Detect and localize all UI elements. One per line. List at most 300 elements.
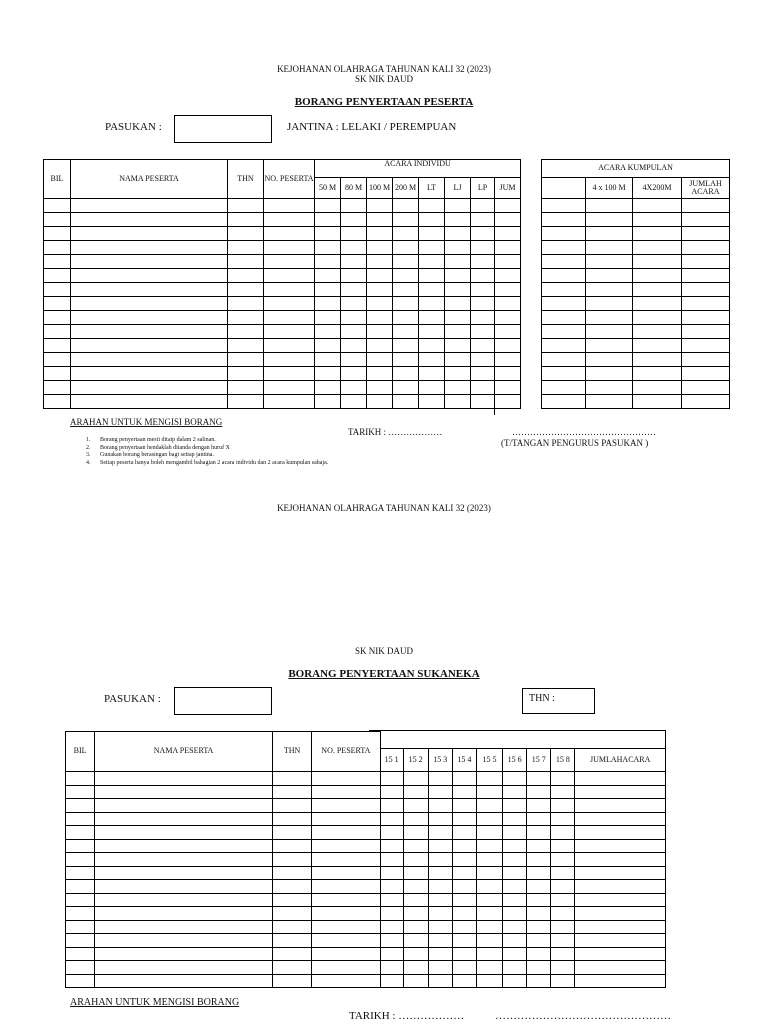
table-cell[interactable]: [428, 893, 452, 907]
table-cell[interactable]: [428, 826, 452, 840]
table-cell[interactable]: [273, 907, 312, 921]
table-cell[interactable]: [71, 213, 228, 227]
table-cell[interactable]: [95, 880, 273, 894]
table-cell[interactable]: [273, 920, 312, 934]
table-cell[interactable]: [503, 772, 527, 786]
pasukan-input-box-2[interactable]: [174, 687, 272, 715]
table-cell[interactable]: [471, 297, 495, 311]
table-cell[interactable]: [44, 241, 71, 255]
table-cell[interactable]: [542, 353, 586, 367]
table-cell[interactable]: [44, 213, 71, 227]
table-cell[interactable]: [633, 367, 682, 381]
table-cell[interactable]: [575, 812, 666, 826]
table-cell[interactable]: [542, 269, 586, 283]
table-cell[interactable]: [527, 920, 551, 934]
table-cell[interactable]: [95, 947, 273, 961]
thn-input-box[interactable]: [522, 688, 595, 714]
table-cell[interactable]: [393, 367, 419, 381]
table-cell[interactable]: [273, 826, 312, 840]
table-cell[interactable]: [527, 839, 551, 853]
table-cell[interactable]: [586, 381, 633, 395]
table-cell[interactable]: [315, 325, 341, 339]
table-cell[interactable]: [95, 799, 273, 813]
table-cell[interactable]: [527, 907, 551, 921]
table-cell[interactable]: [575, 907, 666, 921]
table-cell[interactable]: [312, 772, 380, 786]
table-cell[interactable]: [403, 934, 428, 948]
table-cell[interactable]: [551, 812, 575, 826]
table-cell[interactable]: [315, 353, 341, 367]
table-cell[interactable]: [312, 961, 380, 975]
table-cell[interactable]: [403, 839, 428, 853]
table-cell[interactable]: [452, 853, 476, 867]
table-cell[interactable]: [471, 339, 495, 353]
table-cell[interactable]: [403, 772, 428, 786]
table-cell[interactable]: [445, 353, 471, 367]
table-cell[interactable]: [380, 799, 403, 813]
tarikh-field-2[interactable]: TARIKH : ………………: [349, 1010, 465, 1022]
table-cell[interactable]: [95, 974, 273, 988]
table-cell[interactable]: [495, 227, 521, 241]
table-cell[interactable]: [315, 283, 341, 297]
table-cell[interactable]: [228, 255, 264, 269]
table-cell[interactable]: [315, 255, 341, 269]
table-cell[interactable]: [66, 772, 95, 786]
table-cell[interactable]: [471, 255, 495, 269]
table-cell[interactable]: [586, 269, 633, 283]
table-cell[interactable]: [682, 255, 730, 269]
table-cell[interactable]: [428, 961, 452, 975]
table-cell[interactable]: [315, 367, 341, 381]
table-cell[interactable]: [419, 255, 445, 269]
table-cell[interactable]: [682, 339, 730, 353]
table-cell[interactable]: [495, 339, 521, 353]
table-cell[interactable]: [575, 920, 666, 934]
table-cell[interactable]: [264, 283, 315, 297]
table-cell[interactable]: [71, 367, 228, 381]
table-cell[interactable]: [312, 974, 380, 988]
table-cell[interactable]: [428, 799, 452, 813]
table-cell[interactable]: [228, 213, 264, 227]
table-cell[interactable]: [428, 880, 452, 894]
table-cell[interactable]: [575, 799, 666, 813]
table-cell[interactable]: [66, 839, 95, 853]
table-cell[interactable]: [471, 381, 495, 395]
table-cell[interactable]: [44, 339, 71, 353]
table-cell[interactable]: [312, 947, 380, 961]
table-cell[interactable]: [586, 339, 633, 353]
table-cell[interactable]: [452, 772, 476, 786]
table-cell[interactable]: [476, 799, 502, 813]
table-cell[interactable]: [341, 325, 367, 339]
table-cell[interactable]: [476, 853, 502, 867]
table-cell[interactable]: [586, 353, 633, 367]
table-cell[interactable]: [341, 353, 367, 367]
table-cell[interactable]: [264, 395, 315, 409]
table-cell[interactable]: [312, 893, 380, 907]
table-cell[interactable]: [527, 880, 551, 894]
table-cell[interactable]: [445, 199, 471, 213]
table-cell[interactable]: [44, 297, 71, 311]
table-cell[interactable]: [476, 920, 502, 934]
table-cell[interactable]: [71, 283, 228, 297]
table-cell[interactable]: [503, 934, 527, 948]
signature-line-2[interactable]: …………………………………………: [495, 1010, 671, 1022]
table-cell[interactable]: [380, 839, 403, 853]
table-cell[interactable]: [419, 395, 445, 409]
table-cell[interactable]: [315, 339, 341, 353]
table-cell[interactable]: [633, 283, 682, 297]
table-cell[interactable]: [403, 866, 428, 880]
table-cell[interactable]: [503, 893, 527, 907]
table-cell[interactable]: [633, 311, 682, 325]
table-cell[interactable]: [527, 812, 551, 826]
table-cell[interactable]: [445, 339, 471, 353]
table-cell[interactable]: [452, 974, 476, 988]
table-cell[interactable]: [527, 934, 551, 948]
table-cell[interactable]: [273, 799, 312, 813]
table-cell[interactable]: [428, 853, 452, 867]
table-cell[interactable]: [419, 269, 445, 283]
table-cell[interactable]: [633, 255, 682, 269]
table-cell[interactable]: [273, 812, 312, 826]
table-cell[interactable]: [452, 785, 476, 799]
table-cell[interactable]: [367, 199, 393, 213]
table-cell[interactable]: [273, 961, 312, 975]
table-cell[interactable]: [95, 907, 273, 921]
table-cell[interactable]: [312, 785, 380, 799]
table-cell[interactable]: [315, 297, 341, 311]
table-cell[interactable]: [95, 961, 273, 975]
table-cell[interactable]: [393, 269, 419, 283]
table-cell[interactable]: [367, 325, 393, 339]
table-cell[interactable]: [495, 381, 521, 395]
table-cell[interactable]: [341, 297, 367, 311]
table-cell[interactable]: [66, 866, 95, 880]
table-cell[interactable]: [380, 772, 403, 786]
table-cell[interactable]: [445, 367, 471, 381]
table-cell[interactable]: [633, 297, 682, 311]
table-cell[interactable]: [264, 367, 315, 381]
table-cell[interactable]: [476, 947, 502, 961]
table-cell[interactable]: [264, 269, 315, 283]
table-cell[interactable]: [551, 853, 575, 867]
table-cell[interactable]: [341, 381, 367, 395]
table-cell[interactable]: [419, 199, 445, 213]
table-cell[interactable]: [471, 213, 495, 227]
table-cell[interactable]: [452, 907, 476, 921]
table-cell[interactable]: [367, 241, 393, 255]
table-cell[interactable]: [633, 325, 682, 339]
table-cell[interactable]: [66, 799, 95, 813]
table-cell[interactable]: [527, 853, 551, 867]
table-cell[interactable]: [403, 893, 428, 907]
table-cell[interactable]: [264, 241, 315, 255]
table-cell[interactable]: [264, 325, 315, 339]
table-cell[interactable]: [44, 255, 71, 269]
table-cell[interactable]: [428, 934, 452, 948]
table-cell[interactable]: [393, 213, 419, 227]
table-cell[interactable]: [44, 311, 71, 325]
table-cell[interactable]: [542, 283, 586, 297]
table-cell[interactable]: [264, 199, 315, 213]
table-cell[interactable]: [419, 213, 445, 227]
table-cell[interactable]: [367, 297, 393, 311]
table-cell[interactable]: [71, 353, 228, 367]
table-cell[interactable]: [551, 826, 575, 840]
table-cell[interactable]: [273, 947, 312, 961]
table-cell[interactable]: [273, 893, 312, 907]
table-cell[interactable]: [471, 269, 495, 283]
table-cell[interactable]: [71, 241, 228, 255]
table-cell[interactable]: [471, 311, 495, 325]
table-cell[interactable]: [503, 880, 527, 894]
table-cell[interactable]: [341, 395, 367, 409]
table-cell[interactable]: [495, 353, 521, 367]
table-cell[interactable]: [71, 255, 228, 269]
table-cell[interactable]: [393, 227, 419, 241]
table-cell[interactable]: [315, 269, 341, 283]
table-cell[interactable]: [586, 283, 633, 297]
table-cell[interactable]: [633, 213, 682, 227]
table-cell[interactable]: [367, 353, 393, 367]
table-cell[interactable]: [586, 325, 633, 339]
table-cell[interactable]: [542, 325, 586, 339]
table-cell[interactable]: [542, 213, 586, 227]
table-cell[interactable]: [393, 339, 419, 353]
table-cell[interactable]: [341, 283, 367, 297]
table-cell[interactable]: [542, 395, 586, 409]
table-cell[interactable]: [428, 785, 452, 799]
table-cell[interactable]: [542, 255, 586, 269]
table-cell[interactable]: [527, 961, 551, 975]
table-cell[interactable]: [471, 353, 495, 367]
table-cell[interactable]: [367, 269, 393, 283]
table-cell[interactable]: [228, 283, 264, 297]
table-cell[interactable]: [95, 934, 273, 948]
table-cell[interactable]: [682, 213, 730, 227]
table-cell[interactable]: [575, 974, 666, 988]
table-cell[interactable]: [471, 395, 495, 409]
table-cell[interactable]: [419, 241, 445, 255]
table-cell[interactable]: [312, 866, 380, 880]
table-cell[interactable]: [445, 381, 471, 395]
table-cell[interactable]: [476, 772, 502, 786]
table-cell[interactable]: [503, 974, 527, 988]
table-cell[interactable]: [633, 353, 682, 367]
table-cell[interactable]: [71, 395, 228, 409]
table-cell[interactable]: [527, 799, 551, 813]
table-cell[interactable]: [367, 311, 393, 325]
table-cell[interactable]: [71, 311, 228, 325]
table-cell[interactable]: [682, 241, 730, 255]
table-cell[interactable]: [66, 853, 95, 867]
table-cell[interactable]: [367, 367, 393, 381]
table-cell[interactable]: [428, 839, 452, 853]
table-cell[interactable]: [393, 381, 419, 395]
table-cell[interactable]: [66, 934, 95, 948]
table-cell[interactable]: [315, 199, 341, 213]
table-cell[interactable]: [95, 893, 273, 907]
table-cell[interactable]: [575, 961, 666, 975]
table-cell[interactable]: [228, 297, 264, 311]
table-cell[interactable]: [315, 213, 341, 227]
table-cell[interactable]: [551, 934, 575, 948]
table-cell[interactable]: [503, 839, 527, 853]
table-cell[interactable]: [312, 880, 380, 894]
table-cell[interactable]: [503, 826, 527, 840]
table-cell[interactable]: [428, 866, 452, 880]
table-cell[interactable]: [312, 799, 380, 813]
table-cell[interactable]: [367, 283, 393, 297]
table-cell[interactable]: [380, 853, 403, 867]
table-cell[interactable]: [682, 381, 730, 395]
table-cell[interactable]: [682, 227, 730, 241]
table-cell[interactable]: [503, 947, 527, 961]
table-cell[interactable]: [228, 367, 264, 381]
table-cell[interactable]: [586, 311, 633, 325]
table-cell[interactable]: [403, 785, 428, 799]
table-cell[interactable]: [264, 213, 315, 227]
table-cell[interactable]: [380, 947, 403, 961]
table-cell[interactable]: [273, 866, 312, 880]
table-cell[interactable]: [495, 367, 521, 381]
table-cell[interactable]: [452, 947, 476, 961]
table-cell[interactable]: [445, 325, 471, 339]
table-cell[interactable]: [476, 839, 502, 853]
table-cell[interactable]: [452, 934, 476, 948]
table-cell[interactable]: [315, 241, 341, 255]
table-cell[interactable]: [452, 826, 476, 840]
table-cell[interactable]: [380, 920, 403, 934]
table-cell[interactable]: [341, 269, 367, 283]
table-cell[interactable]: [44, 199, 71, 213]
table-cell[interactable]: [95, 826, 273, 840]
table-cell[interactable]: [44, 283, 71, 297]
table-cell[interactable]: [380, 893, 403, 907]
table-cell[interactable]: [542, 241, 586, 255]
table-cell[interactable]: [403, 961, 428, 975]
table-cell[interactable]: [551, 839, 575, 853]
table-cell[interactable]: [312, 907, 380, 921]
table-cell[interactable]: [476, 826, 502, 840]
table-cell[interactable]: [312, 934, 380, 948]
table-cell[interactable]: [476, 880, 502, 894]
table-cell[interactable]: [341, 367, 367, 381]
table-cell[interactable]: [264, 381, 315, 395]
table-cell[interactable]: [503, 961, 527, 975]
table-cell[interactable]: [495, 213, 521, 227]
table-cell[interactable]: [445, 283, 471, 297]
table-cell[interactable]: [380, 812, 403, 826]
table-cell[interactable]: [575, 785, 666, 799]
table-cell[interactable]: [44, 395, 71, 409]
table-cell[interactable]: [341, 255, 367, 269]
table-cell[interactable]: [633, 339, 682, 353]
table-cell[interactable]: [403, 826, 428, 840]
table-cell[interactable]: [633, 381, 682, 395]
table-cell[interactable]: [476, 961, 502, 975]
table-cell[interactable]: [44, 269, 71, 283]
table-cell[interactable]: [471, 227, 495, 241]
table-cell[interactable]: [428, 772, 452, 786]
table-cell[interactable]: [419, 367, 445, 381]
table-cell[interactable]: [273, 974, 312, 988]
table-cell[interactable]: [367, 381, 393, 395]
table-cell[interactable]: [527, 826, 551, 840]
table-cell[interactable]: [367, 395, 393, 409]
table-cell[interactable]: [419, 297, 445, 311]
table-cell[interactable]: [682, 283, 730, 297]
table-cell[interactable]: [503, 812, 527, 826]
table-cell[interactable]: [445, 241, 471, 255]
table-cell[interactable]: [476, 866, 502, 880]
table-cell[interactable]: [452, 839, 476, 853]
table-cell[interactable]: [273, 880, 312, 894]
table-cell[interactable]: [312, 853, 380, 867]
table-cell[interactable]: [403, 974, 428, 988]
table-cell[interactable]: [367, 339, 393, 353]
table-cell[interactable]: [228, 395, 264, 409]
table-cell[interactable]: [273, 785, 312, 799]
table-cell[interactable]: [575, 934, 666, 948]
table-cell[interactable]: [44, 353, 71, 367]
pasukan-input-box[interactable]: [174, 115, 272, 143]
table-cell[interactable]: [682, 367, 730, 381]
table-cell[interactable]: [575, 947, 666, 961]
table-cell[interactable]: [503, 920, 527, 934]
table-cell[interactable]: [66, 907, 95, 921]
table-cell[interactable]: [633, 395, 682, 409]
table-cell[interactable]: [419, 325, 445, 339]
table-cell[interactable]: [380, 907, 403, 921]
table-cell[interactable]: [312, 920, 380, 934]
table-cell[interactable]: [264, 353, 315, 367]
table-cell[interactable]: [264, 227, 315, 241]
table-cell[interactable]: [575, 880, 666, 894]
table-cell[interactable]: [273, 772, 312, 786]
table-cell[interactable]: [551, 880, 575, 894]
table-cell[interactable]: [367, 255, 393, 269]
table-cell[interactable]: [44, 325, 71, 339]
table-cell[interactable]: [264, 255, 315, 269]
table-cell[interactable]: [403, 880, 428, 894]
table-cell[interactable]: [66, 961, 95, 975]
table-cell[interactable]: [312, 826, 380, 840]
table-cell[interactable]: [476, 907, 502, 921]
table-cell[interactable]: [476, 893, 502, 907]
table-cell[interactable]: [551, 785, 575, 799]
table-cell[interactable]: [452, 799, 476, 813]
table-cell[interactable]: [66, 893, 95, 907]
table-cell[interactable]: [228, 269, 264, 283]
table-cell[interactable]: [419, 227, 445, 241]
table-cell[interactable]: [633, 227, 682, 241]
table-cell[interactable]: [341, 339, 367, 353]
table-cell[interactable]: [393, 353, 419, 367]
table-cell[interactable]: [71, 227, 228, 241]
table-cell[interactable]: [527, 866, 551, 880]
table-cell[interactable]: [66, 785, 95, 799]
table-cell[interactable]: [264, 311, 315, 325]
table-cell[interactable]: [503, 853, 527, 867]
table-cell[interactable]: [633, 241, 682, 255]
table-cell[interactable]: [380, 961, 403, 975]
table-cell[interactable]: [495, 241, 521, 255]
table-cell[interactable]: [476, 785, 502, 799]
table-cell[interactable]: [575, 866, 666, 880]
table-cell[interactable]: [495, 269, 521, 283]
